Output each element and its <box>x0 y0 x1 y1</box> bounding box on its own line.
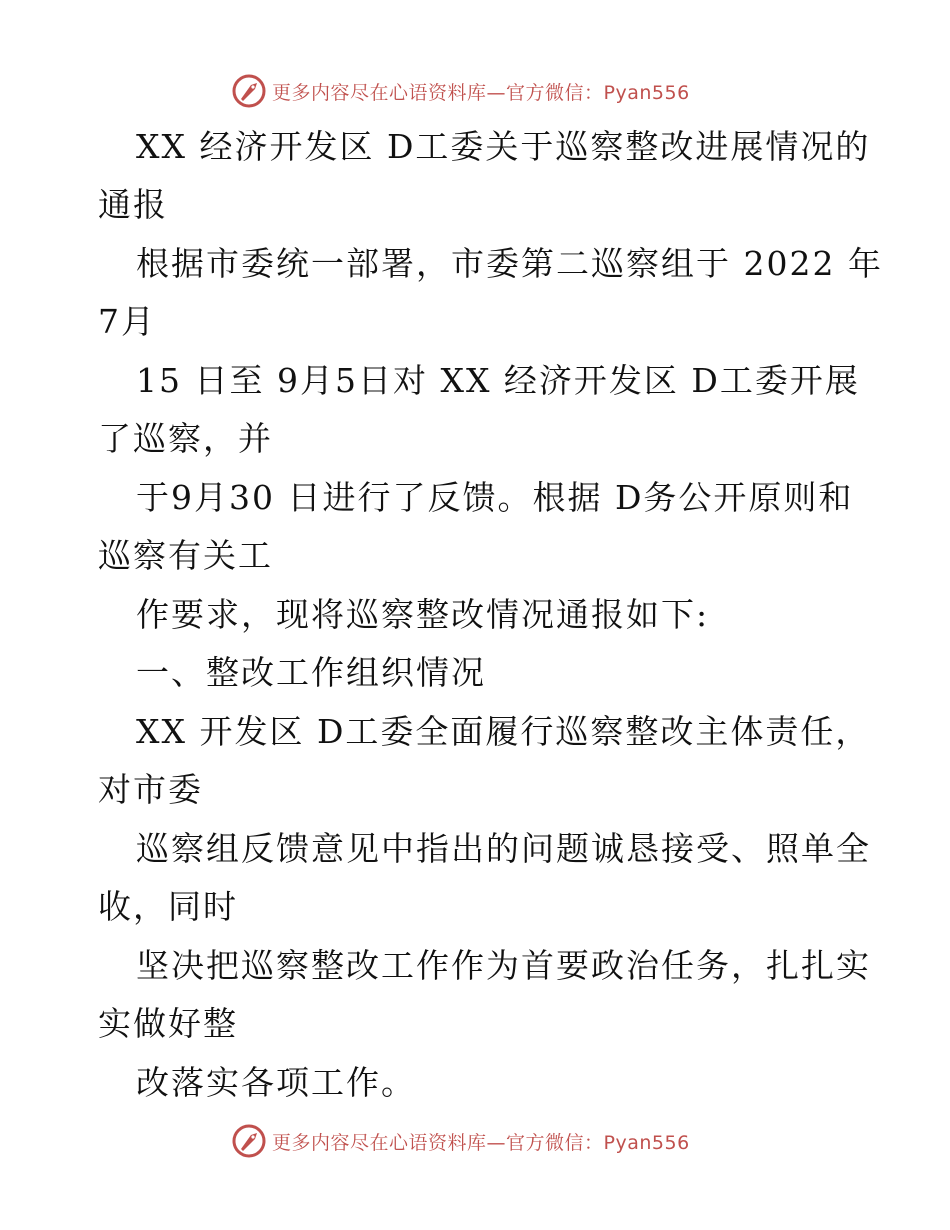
paragraph-line: XX 开发区 D工委全面履行巡察整改主体责任， <box>136 712 871 751</box>
watermark-text: 更多内容尽在心语资料库—官方微信：Pyan556 <box>272 1131 690 1154</box>
paragraph-line: 15 日至 9月5日对 XX 经济开发区 D工委开展 <box>136 361 860 400</box>
paragraph-line: 巡察组反馈意见中指出的问题诚恳接受、照单全 <box>136 829 871 868</box>
paragraph-line: 实做好整 <box>98 1004 238 1043</box>
watermark-text: 更多内容尽在心语资料库—官方微信：Pyan556 <box>272 81 690 104</box>
paragraph-line: 改落实各项工作。 <box>136 1063 416 1102</box>
paragraph-line: 巡察有关工 <box>98 536 273 575</box>
paragraph-line: 7月 <box>98 302 156 341</box>
title-line-2: 通报 <box>98 185 168 224</box>
paragraph-line: 了巡察，并 <box>98 419 273 458</box>
paragraph-line: 根据市委统一部署，市委第二巡察组于 2022 年 <box>136 244 883 283</box>
pen-nib-circle-icon <box>232 1124 266 1158</box>
paragraph-line: 坚决把巡察整改工作作为首要政治任务，扎扎实 <box>136 946 871 985</box>
paragraph-line: 对市委 <box>98 770 203 809</box>
paragraph-line: 收，同时 <box>98 887 238 926</box>
header-watermark <box>232 71 690 111</box>
footer-watermark <box>232 1121 690 1161</box>
section-heading: 一、整改工作组织情况 <box>136 653 486 692</box>
pen-nib-circle-icon <box>232 74 266 108</box>
paragraph-line: 于9月30 日进行了反馈。根据 D务公开原则和 <box>136 478 854 517</box>
title-line-1: XX 经济开发区 D工委关于巡察整改进展情况的 <box>136 127 871 166</box>
paragraph-line: 作要求，现将巡察整改情况通报如下: <box>136 595 710 634</box>
